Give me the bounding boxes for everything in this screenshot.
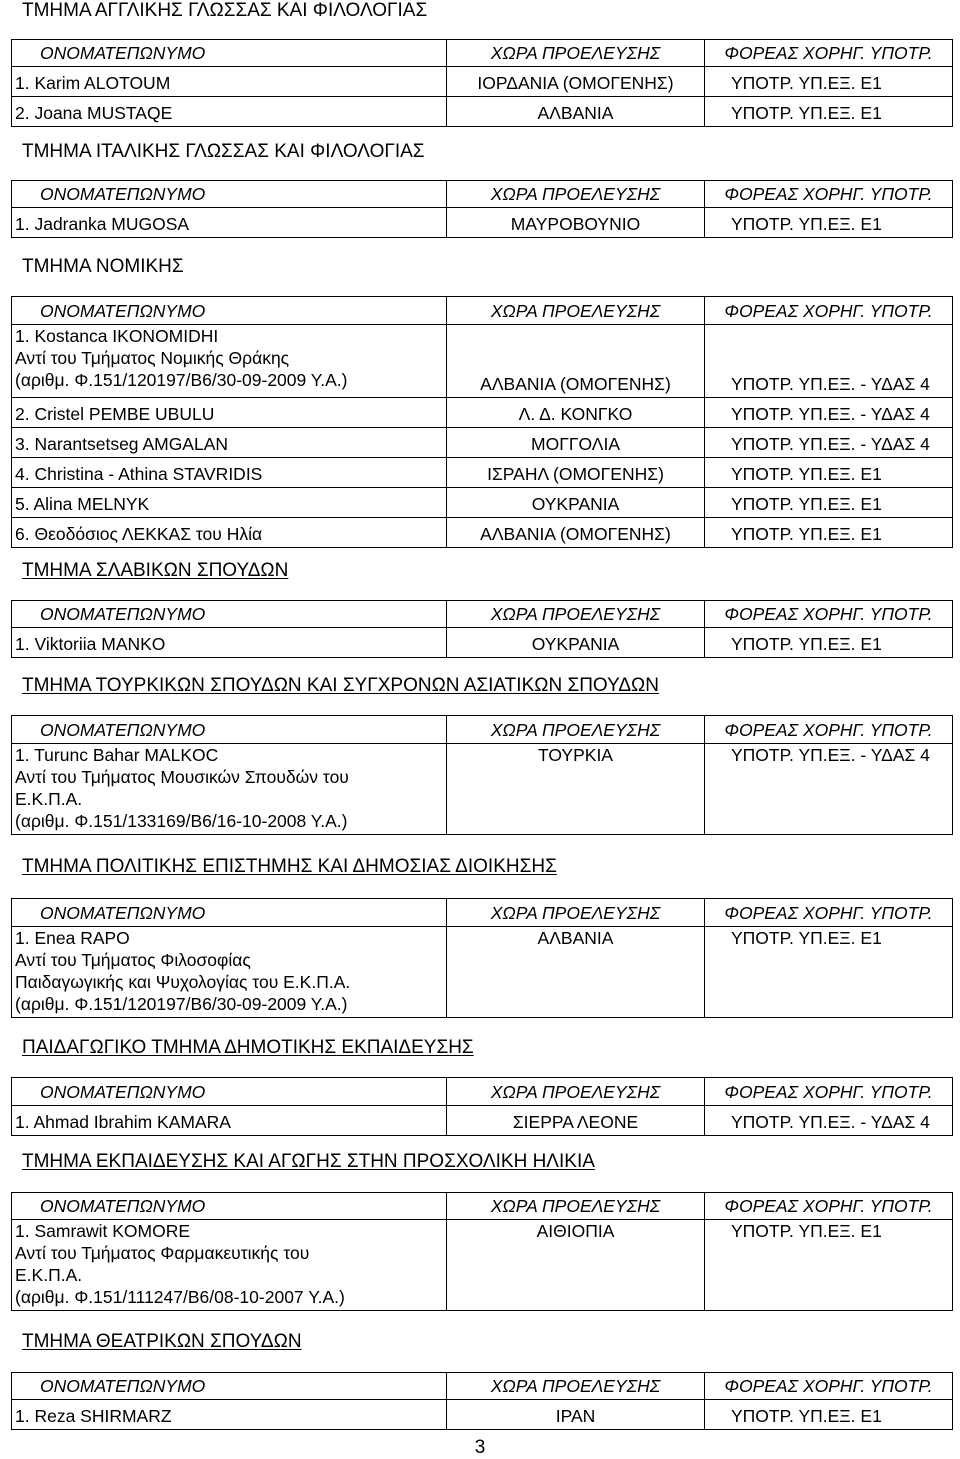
table-row <box>12 325 953 398</box>
cell-country: ΑΙΘΙΟΠΙΑ <box>447 1220 705 1311</box>
table-header-row <box>12 1078 953 1106</box>
cell-name-line: Αντί του Τμήματος Φαρμακευτικής του <box>15 1243 310 1263</box>
table-row <box>12 398 953 428</box>
cell-name <box>12 744 447 835</box>
section-title: ΤΜΗΜΑ ΑΓΓΛΙΚΗΣ ΓΛΩΣΣΑΣ ΚΑΙ ΦΙΛΟΛΟΓΙΑΣ <box>22 0 428 21</box>
students-table <box>11 180 953 238</box>
cell-name <box>12 67 447 97</box>
table-row <box>12 67 953 97</box>
table-header-row <box>12 1193 953 1220</box>
cell-funding-body-text: ΥΠΟΤΡ. ΥΠ.ΕΞ. - ΥΔΑΣ 4 <box>731 745 930 765</box>
table-row <box>12 744 953 835</box>
cell-name-line: 1. Enea RAPO <box>15 928 130 948</box>
cell-funding-body <box>705 518 953 548</box>
cell-name <box>12 97 447 127</box>
header-body: ΦΟΡΕΑΣ ΧΟΡΗΓ. ΥΠΟΤΡ. <box>705 716 953 744</box>
cell-name <box>12 428 447 458</box>
header-body: ΦΟΡΕΑΣ ΧΟΡΗΓ. ΥΠΟΤΡ. <box>705 601 953 628</box>
cell-funding-body <box>705 325 953 398</box>
cell-name-text: 2. Cristel PEMBE UBULU <box>15 403 215 424</box>
section-title: ΤΜΗΜΑ ΤΟΥΡΚΙΚΩΝ ΣΠΟΥΔΩΝ ΚΑΙ ΣΥΓΧΡΟΝΩΝ ΑΣΙΑΤΙΚΩΝ ΣΠΟΥΔΩΝ <box>22 675 659 696</box>
students-table <box>11 600 953 658</box>
table-row <box>12 518 953 548</box>
header-country: ΧΩΡΑ ΠΡΟΕΛΕΥΣΗΣ <box>447 601 705 628</box>
header-country: ΧΩΡΑ ΠΡΟΕΛΕΥΣΗΣ <box>447 716 705 744</box>
cell-name <box>12 325 447 398</box>
table-header-row <box>12 40 953 67</box>
cell-name-line: (αριθμ. Φ.151/120197/Β6/30-09-2009 Υ.Α.) <box>15 370 348 390</box>
cell-name-line: (αριθμ. Φ.151/120197/Β6/30-09-2009 Υ.Α.) <box>15 994 348 1014</box>
cell-funding-body-text: ΥΠΟΤΡ. ΥΠ.ΕΞ. Ε1 <box>731 633 882 654</box>
students-table <box>11 1077 953 1136</box>
table-header-row <box>12 601 953 628</box>
section-title: ΠΑΙΔΑΓΩΓΙΚΟ ΤΜΗΜΑ ΔΗΜΟΤΙΚΗΣ ΕΚΠΑΙΔΕΥΣΗΣ <box>22 1037 474 1058</box>
cell-funding-body-text: ΥΠΟΤΡ. ΥΠ.ΕΞ. Ε1 <box>731 213 882 234</box>
table-header-row <box>12 1373 953 1400</box>
cell-funding-body <box>705 398 953 428</box>
cell-country: ΙΣΡΑΗΛ (ΟΜΟΓΕΝΗΣ) <box>447 458 705 488</box>
cell-name-text: 1. Reza SHIRMARZ <box>15 1405 172 1426</box>
cell-funding-body <box>705 1400 953 1430</box>
cell-name <box>12 628 447 658</box>
cell-funding-body <box>705 628 953 658</box>
header-name: ΟΝΟΜΑΤΕΠΩΝΥΜΟ <box>12 601 447 628</box>
cell-country: ΣΙΕΡΡΑ ΛΕΟΝΕ <box>447 1106 705 1136</box>
header-name: ΟΝΟΜΑΤΕΠΩΝΥΜΟ <box>12 716 447 744</box>
cell-name <box>12 458 447 488</box>
cell-country: ΙΟΡΔΑΝΙΑ (ΟΜΟΓΕΝΗΣ) <box>447 67 705 97</box>
cell-name-line: Παιδαγωγικής και Ψυχολογίας του Ε.Κ.Π.Α. <box>15 972 351 992</box>
section-title: ΤΜΗΜΑ ΘΕΑΤΡΙΚΩΝ ΣΠΟΥΔΩΝ <box>22 1331 302 1352</box>
cell-funding-body <box>705 208 953 238</box>
cell-funding-body <box>705 97 953 127</box>
cell-funding-body <box>705 1106 953 1136</box>
cell-name <box>12 398 447 428</box>
cell-name <box>12 488 447 518</box>
table-row <box>12 628 953 658</box>
cell-country: ΜΑΥΡΟΒΟΥΝΙΟ <box>447 208 705 238</box>
table-row <box>12 927 953 1018</box>
header-name: ΟΝΟΜΑΤΕΠΩΝΥΜΟ <box>12 1078 447 1106</box>
cell-country: Λ. Δ. ΚΟΝΓΚΟ <box>447 398 705 428</box>
section-title: ΤΜΗΜΑ ΙΤΑΛΙΚΗΣ ΓΛΩΣΣΑΣ ΚΑΙ ΦΙΛΟΛΟΓΙΑΣ <box>22 141 425 162</box>
header-body: ΦΟΡΕΑΣ ΧΟΡΗΓ. ΥΠΟΤΡ. <box>705 1373 953 1400</box>
header-body: ΦΟΡΕΑΣ ΧΟΡΗΓ. ΥΠΟΤΡ. <box>705 899 953 927</box>
header-country: ΧΩΡΑ ΠΡΟΕΛΕΥΣΗΣ <box>447 297 705 325</box>
header-name: ΟΝΟΜΑΤΕΠΩΝΥΜΟ <box>12 899 447 927</box>
cell-country: ΑΛΒΑΝΙΑ <box>447 927 705 1018</box>
section-title: ΤΜΗΜΑ ΠΟΛΙΤΙΚΗΣ ΕΠΙΣΤΗΜΗΣ ΚΑΙ ΔΗΜΟΣΙΑΣ ΔΙΟΙΚΗΣΗΣ <box>22 856 557 877</box>
cell-name-line: Αντί του Τμήματος Μουσικών Σπουδών του <box>15 767 349 787</box>
cell-country: ΑΛΒΑΝΙΑ (ΟΜΟΓΕΝΗΣ) <box>447 518 705 548</box>
cell-country: ΟΥΚΡΑΝΙΑ <box>447 488 705 518</box>
cell-funding-body-text: ΥΠΟΤΡ. ΥΠ.ΕΞ. Ε1 <box>731 463 882 484</box>
header-country: ΧΩΡΑ ΠΡΟΕΛΕΥΣΗΣ <box>447 1373 705 1400</box>
cell-funding-body <box>705 744 953 835</box>
students-table <box>11 715 953 835</box>
cell-funding-body-text: ΥΠΟΤΡ. ΥΠ.ΕΞ. - ΥΔΑΣ 4 <box>731 403 930 424</box>
page-number: 3 <box>474 1437 486 1458</box>
cell-name-line: Αντί του Τμήματος Νομικής Θράκης <box>15 348 290 368</box>
cell-funding-body-text: ΥΠΟΤΡ. ΥΠ.ΕΞ. - ΥΔΑΣ 4 <box>731 373 930 394</box>
cell-name <box>12 208 447 238</box>
header-country: ΧΩΡΑ ΠΡΟΕΛΕΥΣΗΣ <box>447 899 705 927</box>
cell-name-line: 1. Kostanca IKONOMIDHI <box>15 326 219 346</box>
cell-country: ΜΟΓΓΟΛΙΑ <box>447 428 705 458</box>
cell-name-text: 1. Ahmad Ibrahim KAMARA <box>15 1111 231 1132</box>
cell-name <box>12 927 447 1018</box>
header-name: ΟΝΟΜΑΤΕΠΩΝΥΜΟ <box>12 1193 447 1220</box>
cell-name-line: Ε.Κ.Π.Α. <box>15 789 83 809</box>
table-row <box>12 488 953 518</box>
cell-country: ΟΥΚΡΑΝΙΑ <box>447 628 705 658</box>
students-table <box>11 1372 953 1430</box>
header-name: ΟΝΟΜΑΤΕΠΩΝΥΜΟ <box>12 297 447 325</box>
cell-name-text: 6. Θεοδόσιος ΛΕΚΚΑΣ του Ηλία <box>15 523 263 544</box>
cell-name-line: (αριθμ. Φ.151/111247/Β6/08-10-2007 Υ.Α.) <box>15 1287 345 1307</box>
header-body: ΦΟΡΕΑΣ ΧΟΡΗΓ. ΥΠΟΤΡ. <box>705 1193 953 1220</box>
cell-name-text: 1. Karim ALOTOUM <box>15 72 171 93</box>
header-name: ΟΝΟΜΑΤΕΠΩΝΥΜΟ <box>12 1373 447 1400</box>
cell-name <box>12 1400 447 1430</box>
header-body: ΦΟΡΕΑΣ ΧΟΡΗΓ. ΥΠΟΤΡ. <box>705 297 953 325</box>
cell-funding-body-text: ΥΠΟΤΡ. ΥΠ.ΕΞ. Ε1 <box>731 102 882 123</box>
cell-funding-body <box>705 1220 953 1311</box>
cell-funding-body-text: ΥΠΟΤΡ. ΥΠ.ΕΞ. Ε1 <box>731 523 882 544</box>
table-row <box>12 208 953 238</box>
header-country: ΧΩΡΑ ΠΡΟΕΛΕΥΣΗΣ <box>447 181 705 208</box>
cell-funding-body-text: ΥΠΟΤΡ. ΥΠ.ΕΞ. Ε1 <box>731 493 882 514</box>
cell-name-text: 5. Alina MELNYK <box>15 493 150 514</box>
students-table <box>11 898 953 1018</box>
cell-funding-body-text: ΥΠΟΤΡ. ΥΠ.ΕΞ. - ΥΔΑΣ 4 <box>731 433 930 454</box>
section-title: ΤΜΗΜΑ ΣΛΑΒΙΚΩΝ ΣΠΟΥΔΩΝ <box>22 560 289 581</box>
cell-name <box>12 518 447 548</box>
header-country: ΧΩΡΑ ΠΡΟΕΛΕΥΣΗΣ <box>447 1193 705 1220</box>
cell-name <box>12 1106 447 1136</box>
header-body: ΦΟΡΕΑΣ ΧΟΡΗΓ. ΥΠΟΤΡ. <box>705 181 953 208</box>
cell-country: ΤΟΥΡΚΙΑ <box>447 744 705 835</box>
cell-name-line: Ε.Κ.Π.Α. <box>15 1265 83 1285</box>
table-row <box>12 1400 953 1430</box>
cell-country: ΑΛΒΑΝΙΑ (ΟΜΟΓΕΝΗΣ) <box>447 325 705 398</box>
table-header-row <box>12 716 953 744</box>
header-body: ΦΟΡΕΑΣ ΧΟΡΗΓ. ΥΠΟΤΡ. <box>705 40 953 67</box>
cell-name-text: 1. Jadranka MUGOSA <box>15 213 190 234</box>
cell-funding-body-text: ΥΠΟΤΡ. ΥΠ.ΕΞ. Ε1 <box>731 72 882 93</box>
students-table <box>11 39 953 127</box>
header-country: ΧΩΡΑ ΠΡΟΕΛΕΥΣΗΣ <box>447 1078 705 1106</box>
table-row <box>12 458 953 488</box>
cell-funding-body-text: ΥΠΟΤΡ. ΥΠ.ΕΞ. Ε1 <box>731 1221 882 1241</box>
cell-name-text: 1. Viktoriia MANKO <box>15 633 166 654</box>
header-name: ΟΝΟΜΑΤΕΠΩΝΥΜΟ <box>12 181 447 208</box>
cell-name-text: 4. Christina - Athina STAVRIDIS <box>15 463 263 484</box>
cell-funding-body <box>705 927 953 1018</box>
cell-name-text: 3. Narantsetseg AMGALAN <box>15 433 229 454</box>
students-table <box>11 296 953 548</box>
header-country: ΧΩΡΑ ΠΡΟΕΛΕΥΣΗΣ <box>447 40 705 67</box>
table-header-row <box>12 181 953 208</box>
table-row <box>12 1220 953 1311</box>
table-row <box>12 1106 953 1136</box>
header-body: ΦΟΡΕΑΣ ΧΟΡΗΓ. ΥΠΟΤΡ. <box>705 1078 953 1106</box>
table-row <box>12 428 953 458</box>
cell-funding-body-text: ΥΠΟΤΡ. ΥΠ.ΕΞ. - ΥΔΑΣ 4 <box>731 1111 930 1132</box>
cell-funding-body-text: ΥΠΟΤΡ. ΥΠ.ΕΞ. Ε1 <box>731 1405 882 1426</box>
cell-name-line: Αντί του Τμήματος Φιλοσοφίας <box>15 950 251 970</box>
cell-funding-body <box>705 67 953 97</box>
cell-funding-body <box>705 458 953 488</box>
cell-country: ΙΡΑΝ <box>447 1400 705 1430</box>
table-header-row <box>12 297 953 325</box>
students-table <box>11 1192 953 1311</box>
table-header-row <box>12 899 953 927</box>
cell-name <box>12 1220 447 1311</box>
cell-funding-body-text: ΥΠΟΤΡ. ΥΠ.ΕΞ. Ε1 <box>731 928 882 948</box>
section-title: ΤΜΗΜΑ ΕΚΠΑΙΔΕΥΣΗΣ ΚΑΙ ΑΓΩΓΗΣ ΣΤΗΝ ΠΡΟΣΧΟΛΙΚΗ ΗΛΙΚΙΑ <box>22 1151 595 1172</box>
cell-name-text: 2. Joana MUSTAQE <box>15 102 173 123</box>
cell-name-line: (αριθμ. Φ.151/133169/Β6/16-10-2008 Υ.Α.) <box>15 811 348 831</box>
cell-name-line: 1. Turunc Bahar MALKOC <box>15 745 219 765</box>
header-name: ΟΝΟΜΑΤΕΠΩΝΥΜΟ <box>12 40 447 67</box>
section-title: ΤΜΗΜΑ ΝΟΜΙΚΗΣ <box>22 256 184 277</box>
cell-funding-body <box>705 488 953 518</box>
cell-country: ΑΛΒΑΝΙΑ <box>447 97 705 127</box>
table-row <box>12 97 953 127</box>
cell-funding-body <box>705 428 953 458</box>
cell-name-line: 1. Samrawit KOMORE <box>15 1221 191 1241</box>
